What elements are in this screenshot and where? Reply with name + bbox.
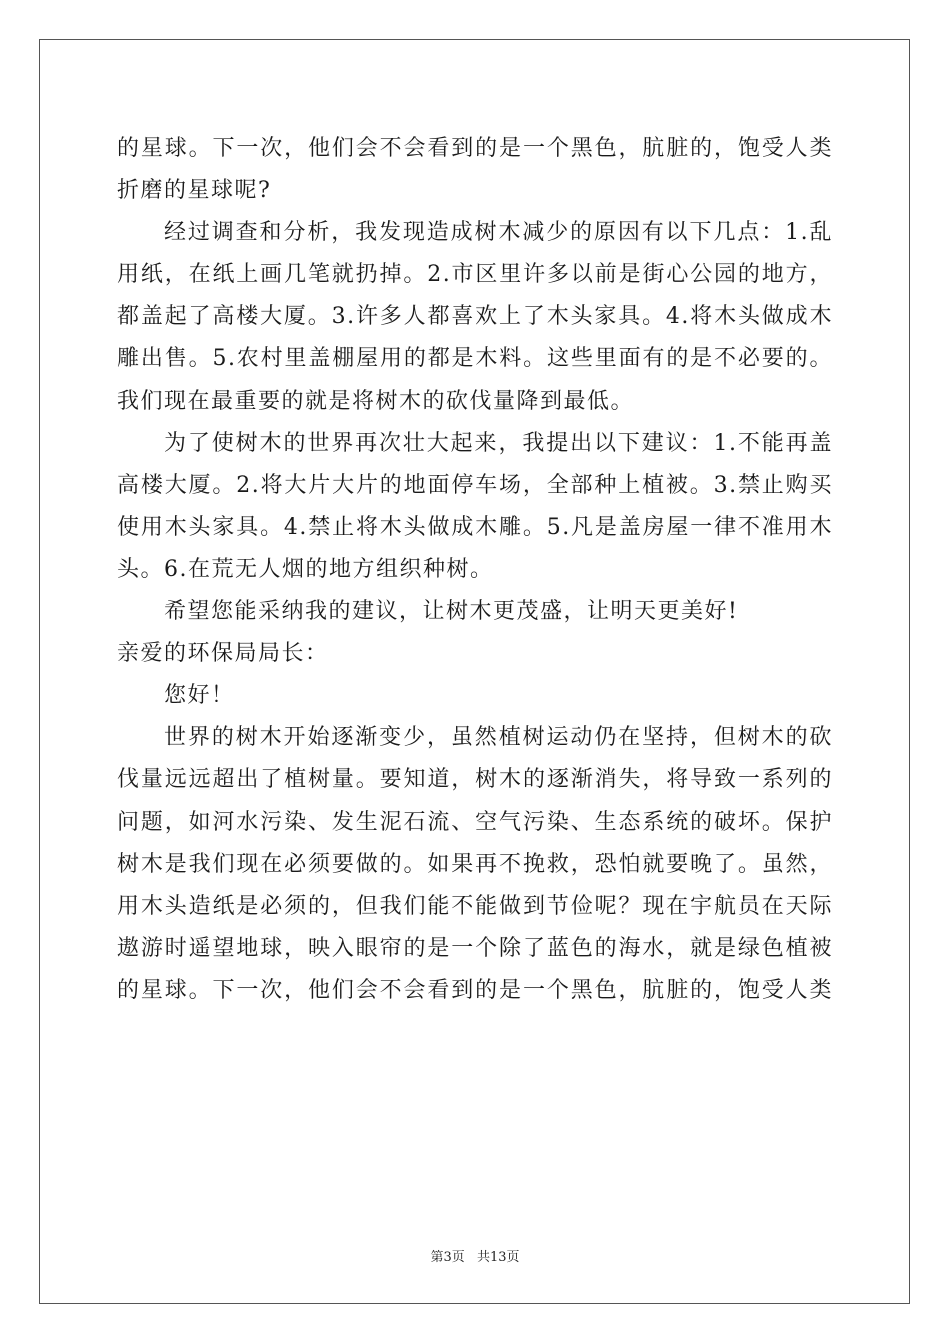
- text-line: 我们现在最重要的就是将树木的砍伐量降到最低。: [117, 388, 635, 414]
- text-line: 希望您能采纳我的建议，让树木更茂盛，让明天更美好!: [164, 599, 739, 625]
- text-line: 伐量远远超出了植树量。要知道，树木的逐渐消失，将导致一系列的: [117, 767, 833, 793]
- text-line: 遨游时遥望地球，映入眼帘的是一个除了蓝色的海水，就是绿色植被: [117, 935, 833, 961]
- text-line: 雕出售。5.农村里盖棚屋用的都是木料。这些里面有的是不必要的。: [117, 346, 833, 372]
- document-body: [117, 128, 833, 1012]
- page-footer: [0, 1246, 950, 1265]
- text-line: 使用木头家具。4.禁止将木头做成木雕。5.凡是盖房屋一律不准用木: [117, 514, 833, 540]
- text-line: 问题，如河水污染、发生泥石流、空气污染、生态系统的破坏。保护: [117, 809, 833, 835]
- page-number-current: 第3页: [430, 1250, 465, 1265]
- text-line: 的星球。下一次，他们会不会看到的是一个黑色，肮脏的，饱受人类: [117, 136, 833, 161]
- text-line: 都盖起了高楼大厦。3.许多人都喜欢上了木头家具。4.将木头做成木: [117, 304, 833, 330]
- text-line: 用木头造纸是必须的，但我们能不能做到节俭呢？现在宇航员在天际: [117, 893, 833, 919]
- page-number-total: 共13页: [476, 1250, 520, 1265]
- text-line: 高楼大厦。2.将大片大片的地面停车场，全部种上植被。3.禁止购买: [117, 472, 833, 498]
- text-line: 树木是我们现在必须要做的。如果再不挽救，恐怕就要晚了。虽然，: [117, 851, 833, 877]
- text-line: 您好！: [164, 683, 235, 709]
- text-line: 头。6.在荒无人烟的地方组织种树。: [117, 556, 494, 582]
- text-line: 亲爱的环保局局长：: [117, 641, 329, 667]
- text-line: 折磨的星球呢?: [117, 178, 272, 204]
- text-line: 的星球。下一次，他们会不会看到的是一个黑色，肮脏的，饱受人类: [117, 977, 833, 1003]
- text-line: 经过调查和分析，我发现造成树木减少的原因有以下几点：1.乱: [164, 220, 833, 246]
- text-line: 用纸，在纸上画几笔就扔掉。2.市区里许多以前是街心公园的地方，: [117, 262, 833, 288]
- text-line: 为了使树木的世界再次壮大起来，我提出以下建议：1.不能再盖: [164, 430, 833, 456]
- text-line: 世界的树木开始逐渐变少，虽然植树运动仍在坚持，但树木的砍: [164, 725, 833, 751]
